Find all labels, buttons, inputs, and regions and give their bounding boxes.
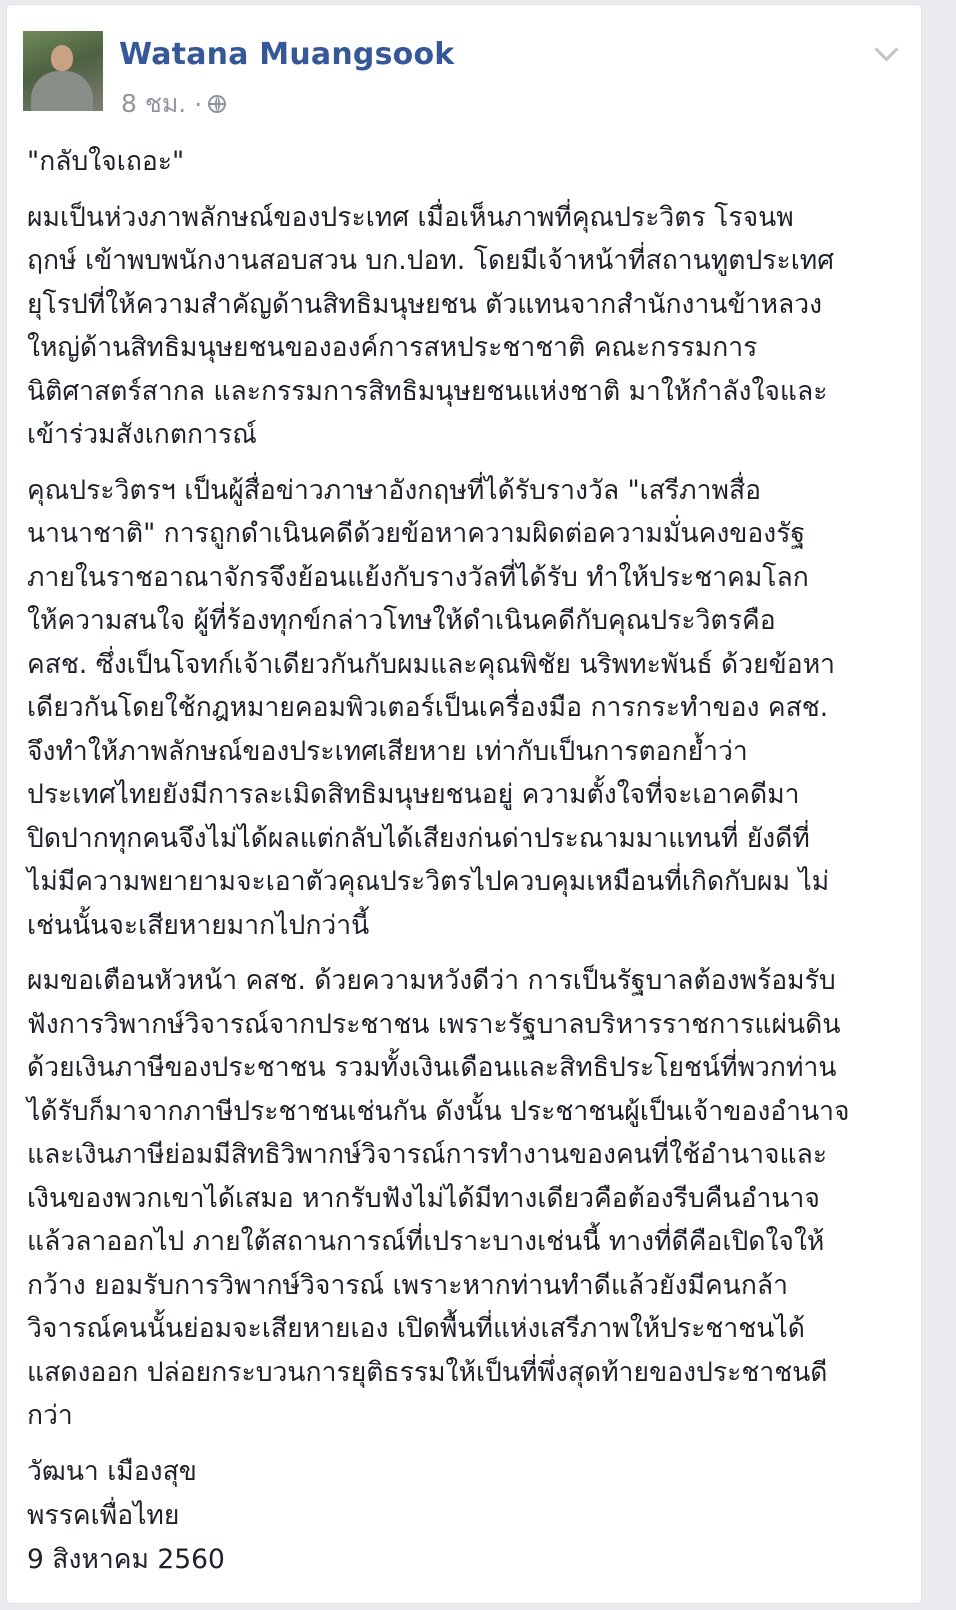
avatar[interactable] bbox=[23, 31, 103, 111]
post-text-line: ฟังการวิพากษ์วิจารณ์จากประชาชน เพราะรัฐบาลบริหารราชการแผ่นดิน bbox=[27, 1008, 841, 1040]
post-text-line: ผมขอเตือนหัวหน้า คสช. ด้วยความหวังดีว่า การเป็นรัฐบาลต้องพร้อมรับ bbox=[27, 965, 836, 996]
post-text-line: เดียวกันโดยใช้กฎหมายคอมพิวเตอร์เป็นเครื่องมือ การกระทำของ คสช. bbox=[27, 692, 829, 723]
post-text-line: กว่า bbox=[27, 1400, 73, 1431]
post-text-line: เช่นนั้นจะเสียหายมากไปกว่านี้ bbox=[27, 909, 370, 941]
post-text-line: ด้วยเงินภาษีของประชาชน รวมทั้งเงินเดือนและสิทธิประโยชน์ที่พวกท่าน bbox=[27, 1052, 837, 1083]
post-text-line: นานาชาติ" การถูกดำเนินคดีด้วยข้อหาความผิดต่อความมั่นคงของรัฐ bbox=[27, 518, 806, 549]
meta-separator: · bbox=[194, 89, 203, 119]
post-text-line: ใหญ่ด้านสิทธิมนุษยชนขององค์การสหประชาชาติ คณะกรรมการ bbox=[27, 332, 758, 363]
signature-party: พรรคเพื่อไทย bbox=[27, 1499, 180, 1531]
post-text-line: นิติศาสตร์สากล และกรรมการสิทธิมนุษยชนแห่งชาติ มาให้กำลังใจและ bbox=[27, 375, 828, 407]
chevron-down-icon[interactable] bbox=[874, 37, 898, 61]
post-text-line: จึงทำให้ภาพลักษณ์ของประเทศเสียหาย เท่ากับเป็นการตอกย้ำว่า bbox=[27, 735, 748, 767]
post-timestamp[interactable]: 8 ชม. bbox=[121, 89, 187, 118]
post-text-line: ฤกษ์ เข้าพบพนักงานสอบสวน บก.ปอท. โดยมีเจ้าหน้าที่สถานทูตประเทศ bbox=[27, 245, 835, 276]
post-text-line: ไม่มีความพยายามจะเอาตัวคุณประวิตรไปควบคุมเหมือนที่เกิดกับผม ไม่ bbox=[27, 866, 830, 897]
post-text-line: เงินของพวกเขาได้เสมอ หากรับฟังไม่ได้มีทางเดียวคือต้องรีบคืนอำนาจ bbox=[27, 1182, 820, 1214]
post-paragraph bbox=[27, 140, 907, 184]
post-text-line: ประเทศไทยยังมีการละเมิดสิทธิมนุษยชนอยู่ ความตั้งใจที่จะเอาคดีมา bbox=[27, 779, 800, 810]
post-paragraph bbox=[27, 469, 907, 948]
post-text-line: คสช. ซึ่งเป็นโจทก์เจ้าเดียวกันกับผมและคุณพิชัย นริพทะพันธ์ ด้วยข้อหา bbox=[27, 648, 836, 680]
post-meta bbox=[121, 84, 226, 124]
author-name[interactable]: Watana Muangsook bbox=[119, 37, 455, 72]
post-paragraph bbox=[27, 959, 907, 1438]
post-text-line: กว้าง ยอมรับการวิพากษ์วิจารณ์ เพราะหากท่านทำดีแล้วยังมีคนกล้า bbox=[27, 1269, 788, 1301]
avatar-shoulders bbox=[31, 71, 93, 111]
post-text-line: แสดงออก ปล่อยกระบวนการยุติธรรมให้เป็นที่พึ่งสุดท้ายของประชาชนดี bbox=[27, 1356, 828, 1388]
signature-date: 9 สิงหาคม 2560 bbox=[27, 1543, 225, 1575]
post-text-line: และเงินภาษีย่อมมีสิทธิวิพากษ์วิจารณ์การทำงานของคนที่ใช้อำนาจและ bbox=[27, 1139, 828, 1170]
post-signature bbox=[27, 1450, 907, 1582]
signature-name: วัฒนา เมืองสุข bbox=[27, 1455, 197, 1487]
post-text-line: ผมเป็นห่วงภาพลักษณ์ของประเทศ เมื่อเห็นภาพที่คุณประวิตร โรจนพ bbox=[27, 201, 794, 233]
post-text-line: เข้าร่วมสังเกตการณ์ bbox=[27, 419, 257, 450]
post-text-line: ภายในราชอาณาจักรจึงย้อนแย้งกับรางวัลที่ได้รับ ทำให้ประชาคมโลก bbox=[27, 561, 809, 593]
post-text-line: คุณประวิตรฯ เป็นผู้สื่อข่าวภาษาอังกฤษที่ได้รับรางวัล "เสรีภาพสื่อ bbox=[27, 474, 762, 506]
post-text-line: ได้รับก็มาจากภาษีประชาชนเช่นกัน ดังนั้น ประชาชนผู้เป็นเจ้าของอำนาจ bbox=[27, 1095, 850, 1127]
post-text-line: ยุโรปที่ให้ความสำคัญด้านสิทธิมนุษยชน ตัวแทนจากสำนักงานข้าหลวง bbox=[27, 288, 823, 320]
post-card bbox=[6, 4, 922, 1604]
post-body bbox=[27, 140, 907, 1582]
post-text-line: วิจารณ์คนนั้นย่อมจะเสียหายเอง เปิดพื้นที่แห่งเสรีภาพให้ประชาชนได้ bbox=[27, 1313, 805, 1344]
post-text-line: "กลับใจเถอะ" bbox=[27, 146, 185, 177]
post-text-line: แล้วลาออกไป ภายใต้สถานการณ์ที่เปราะบางเช่นนี้ ทางที่ดีคือเปิดใจให้ bbox=[27, 1226, 825, 1257]
post-text-line: ให้ความสนใจ ผู้ที่ร้องทุกข์กล่าวโทษให้ดำเนินคดีกับคุณประวิตรคือ bbox=[27, 605, 776, 636]
post-paragraph bbox=[27, 196, 907, 457]
globe-icon[interactable] bbox=[208, 95, 226, 113]
avatar-head bbox=[51, 45, 73, 71]
post-text-line: ปิดปากทุกคนจึงไม่ได้ผลแต่กลับได้เสียงก่นด่าประณามมาแทนที่ ยังดีที่ bbox=[27, 822, 810, 854]
